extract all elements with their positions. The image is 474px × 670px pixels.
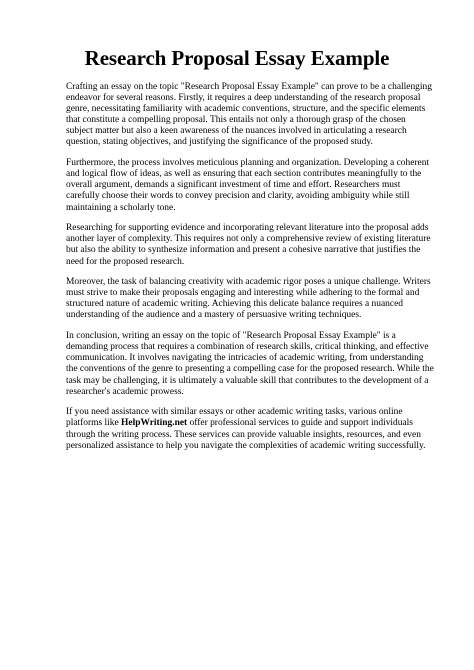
helpwriting-link[interactable]: HelpWriting.net	[121, 418, 188, 429]
text-line: another layer of complexity. This requires not only a comprehensive review of existing literature	[66, 234, 431, 245]
paragraph-intro	[66, 82, 432, 149]
text-fragment: platforms like	[66, 418, 122, 429]
text-line: overall argument, demands a significant investment of time and effort. Researchers must	[66, 180, 401, 191]
text-line: subject matter but also a keen awareness of the nuances involved in articulating a research	[66, 126, 407, 137]
text-line-with-link	[66, 418, 412, 429]
paragraph-creativity	[66, 277, 431, 321]
text-line: and logical flow of ideas, as well as ensuring that each section contributes meaningfully to the	[66, 169, 422, 180]
text-fragment: offer professional services to guide and support individuals	[187, 418, 413, 429]
text-line: Furthermore, the process involves meticulous planning and organization. Developing a coherent	[66, 158, 430, 169]
text-line: personalized assistance to help you navigate the complexities of academic writing successfully.	[66, 440, 426, 451]
document-body	[66, 82, 434, 461]
text-line: Crafting an essay on the topic "Research Proposal Essay Example" can prove to be a challenging	[66, 82, 432, 92]
text-line: carefully choose their words to convey precision and clarity, avoiding ambiguity while still	[66, 191, 410, 202]
paragraph-conclusion	[66, 331, 434, 398]
text-line: structured nature of academic writing. Achieving this delicate balance requires a nuanced	[66, 299, 403, 310]
paragraph-assistance	[66, 407, 426, 451]
paragraph-planning	[66, 158, 430, 213]
text-line: understanding of the audience and a mastery of persuasive writing techniques.	[66, 310, 362, 321]
text-line: Moreover, the task of balancing creativity with academic rigor poses a unique challenge. Writers	[66, 277, 431, 288]
text-line: If you need assistance with similar essays or other academic writing tasks, various online	[66, 407, 403, 418]
text-line: through the writing process. These services can provide valuable insights, resources, and even	[66, 429, 421, 440]
text-line: need for the proposed research.	[66, 256, 185, 267]
text-line: the conventions of the genre to presenting a compelling case for the proposed research. While the	[66, 364, 434, 375]
text-line: endeavor for several reasons. Firstly, it requires a deep understanding of the research proposal	[66, 93, 421, 104]
text-line: In conclusion, writing an essay on the topic of "Research Proposal Essay Example" is a	[66, 331, 396, 342]
page-title: Research Proposal Essay Example	[84, 46, 390, 70]
text-line: demanding process that requires a combination of research skills, critical thinking, and effective	[66, 342, 429, 353]
text-line: but also the ability to synthesize information and present a cohesive narrative that justifies the	[66, 245, 421, 256]
text-line: task may be challenging, it is ultimately a valuable skill that contributes to the development of a	[66, 375, 429, 386]
text-line: genre, necessitating familiarity with academic conventions, structure, and the specific elements	[66, 104, 426, 115]
text-line: question, stating objectives, and justifying the significance of the proposed study.	[66, 137, 373, 148]
text-line: must strive to make their proposals engaging and interesting while adhering to the formal and	[66, 288, 420, 299]
text-line: researcher's academic prowess.	[66, 386, 184, 397]
text-line: Researching for supporting evidence and incorporating relevant literature into the proposal adds	[66, 223, 429, 234]
paragraph-research	[66, 223, 431, 267]
text-line: maintaining a scholarly tone.	[66, 202, 176, 213]
text-line: communication. It involves navigating the intricacies of academic writing, from understanding	[66, 353, 424, 364]
text-line: that constitute a compelling proposal. This entails not only a thorough grasp of the chosen	[66, 115, 406, 126]
